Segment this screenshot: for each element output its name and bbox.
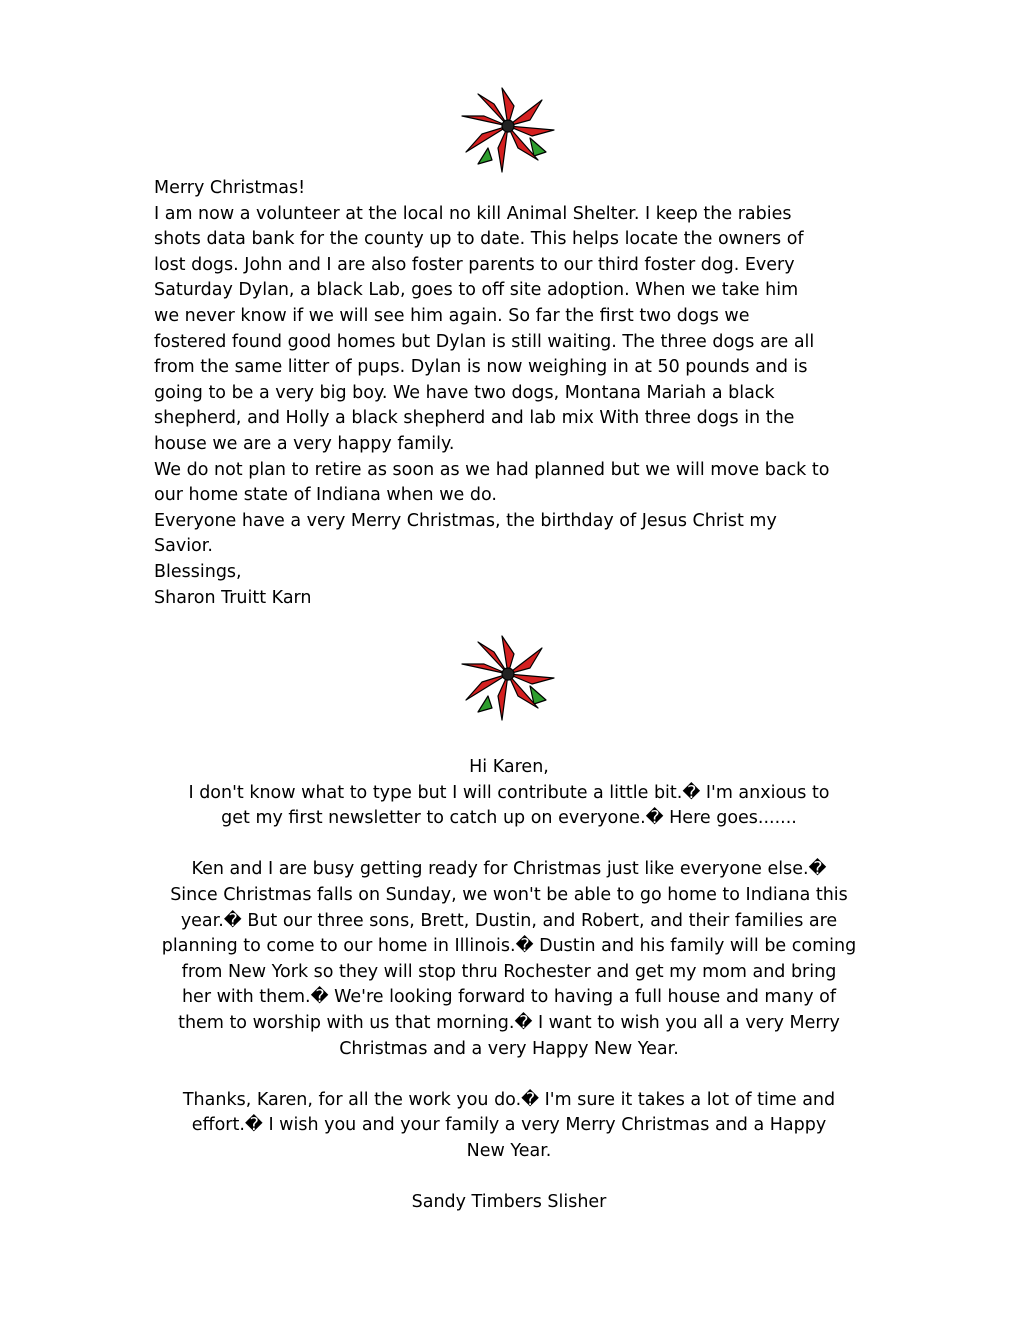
letter-line: New Year. (466, 1140, 552, 1161)
poinsettia-icon (458, 86, 558, 176)
letter-line: I don't know what to type but I will contribute a little bit.� I'm anxious to (188, 782, 830, 803)
letter-line: We do not plan to retire as soon as we had planned but we will move back to (154, 459, 830, 480)
letter-line: we never know if we will see him again. So far the first two dogs we (154, 305, 750, 326)
letter-line: them to worship with us that morning.� I want to wish you all a very Merry (178, 1012, 840, 1033)
letter-line: Savior. (154, 536, 213, 557)
letter-line: Thanks, Karen, for all the work you do.� I'm sure it takes a lot of time and (182, 1089, 836, 1110)
letter-line: from New York so they will stop thru Rochester and get my mom and bring (181, 961, 837, 982)
letter-line: Ken and I are busy getting ready for Christmas just like everyone else.� (191, 859, 827, 880)
letter-line: shots data bank for the county up to date. This helps locate the owners of (154, 229, 804, 250)
letter-line: Blessings, (154, 561, 242, 582)
letter-line: from the same litter of pups. Dylan is now weighing in at 50 pounds and is (154, 357, 808, 378)
letter-line: house we are a very happy family. (154, 433, 455, 454)
letter-sandy (130, 755, 888, 1216)
paragraph-gap (130, 1165, 888, 1191)
letter-line: get my first newsletter to catch up on everyone.� Here goes....... (221, 808, 797, 829)
letter-line: effort.� I wish you and your family a very Merry Christmas and a Happy (191, 1115, 827, 1136)
letter-line: her with them.� We're looking forward to having a full house and many of (181, 987, 837, 1008)
letter-line: Merry Christmas! (154, 178, 306, 198)
letter-line: planning to come to our home in Illinois.� Dustin and his family will be coming (161, 936, 857, 957)
letter-line: Christmas and a very Happy New Year. (339, 1038, 679, 1059)
signature: Sandy Timbers Slisher (411, 1192, 607, 1213)
letter-line: I am now a volunteer at the local no kill Animal Shelter. I keep the rabies (154, 203, 792, 224)
letter-line: our home state of Indiana when we do. (154, 485, 497, 506)
letter-line: lost dogs. John and I are also foster parents to our third foster dog. Every (154, 254, 795, 275)
letter-line: Saturday Dylan, a black Lab, goes to off site adoption. When we take him (154, 280, 799, 301)
signature: Sharon Truitt Karn (154, 587, 312, 608)
greeting: Hi Karen, (469, 757, 549, 777)
letter-line: shepherd, and Holly a black shepherd and lab mix With three dogs in the (154, 408, 795, 429)
paragraph-gap (130, 832, 888, 858)
letter-line: going to be a very big boy. We have two dogs, Montana Mariah a black (154, 382, 775, 403)
paragraph-gap (130, 1062, 888, 1088)
letter-line: year.� But our three sons, Brett, Dustin, and Robert, and their families are (180, 910, 838, 931)
letter-sharon (154, 176, 874, 611)
letter-line: Everyone have a very Merry Christmas, the birthday of Jesus Christ my (154, 510, 777, 531)
letter-line: fostered found good homes but Dylan is still waiting. The three dogs are all (154, 331, 815, 352)
poinsettia-icon (458, 634, 558, 724)
letter-line: Since Christmas falls on Sunday, we won't be able to go home to Indiana this (170, 884, 848, 905)
